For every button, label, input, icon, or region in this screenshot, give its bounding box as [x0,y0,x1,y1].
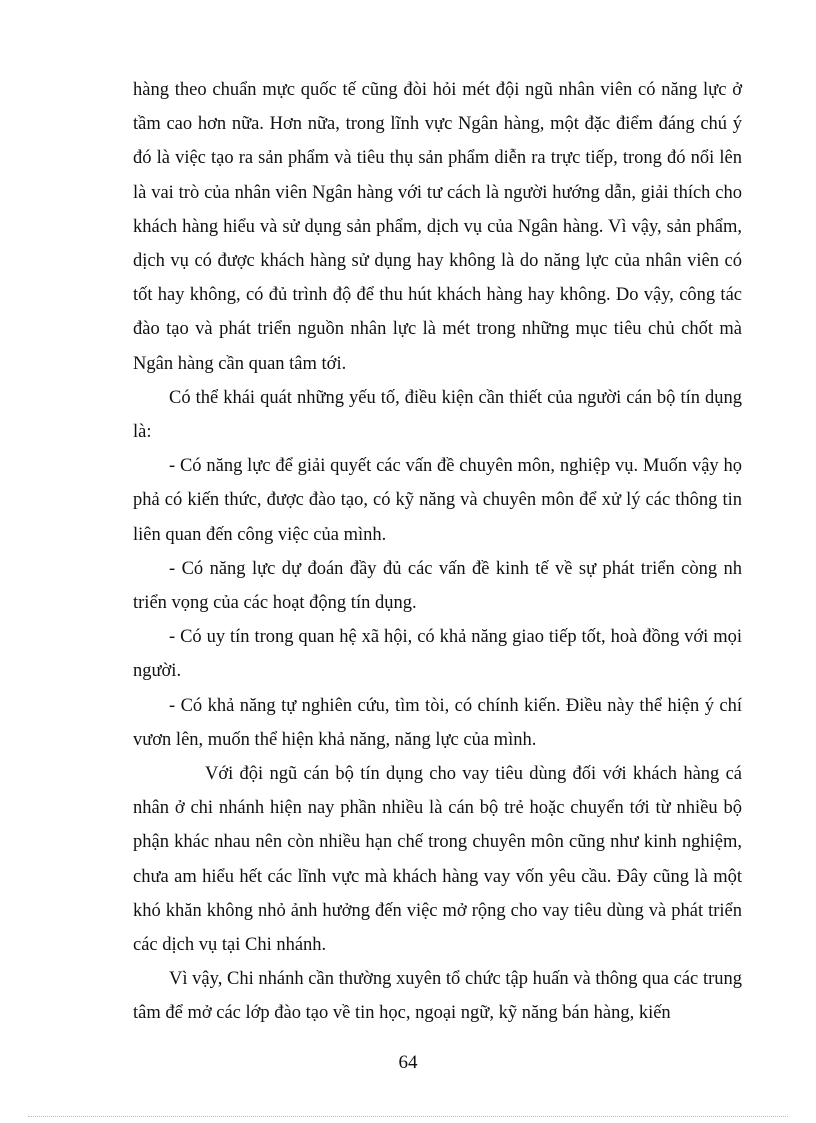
paragraph-continuation: hàng theo chuẩn mực quốc tế cũng đòi hỏi mét đội ngũ nhân viên có năng lực ở tầm cao hơn nữa. Hơn nữa, trong lĩnh vực Ngân hàng, một đặc điểm đáng chú ý đó là việc tạo ra sản phẩm và tiêu thụ sản phẩm diễn ra trực tiếp, trong đó nổi lên là vai trò của nhân viên Ngân hàng với tư cách là người hướng dẫn, giải thích cho khách hàng hiểu và sử dụng sản phẩm, dịch vụ của Ngân hàng. Vì vậy, sản phẩm, dịch vụ có được khách hàng sử dụng hay không là do năng lực của nhân viên có tốt hay không, có đủ trình độ để thu hút khách hàng hay không. Do vậy, công tác đào tạo và phát triển nguồn nhân lực là mét trong những mục tiêu chủ chốt mà Ngân hàng cần quan tâm tới. [133,80,742,374]
bullet-professional-capacity: - Có năng lực để giải quyết các vấn đề chuyên môn, nghiệp vụ. Muốn vậy họ phả có kiến thức, được đào tạo, có kỹ năng và chuyên môn để xử lý các thông tin liên quan đến công việc của mình. [133,456,742,545]
bullet-self-research: - Có khả năng tự nghiên cứu, tìm tòi, có chính kiến. Điều này thể hiện ý chí vươn lên, muốn thể hiện khả năng, năng lực của mình. [133,695,742,750]
body-text [133,73,742,1031]
footer-divider [28,1116,788,1117]
paragraph-criteria-intro: Có thể khái quát những yếu tố, điều kiện cần thiết của người cán bộ tín dụng là: [133,387,742,443]
bullet-social-reputation: - Có uy tín trong quan hệ xã hội, có khả năng giao tiếp tốt, hoà đồng với mọi người. [133,627,742,682]
paragraph-training-recommendation: Vì vậy, Chi nhánh cần thường xuyên tổ chức tập huấn và thông qua các trung tâm để mở các lớp đào tạo về tin học, ngoại ngữ, kỹ năng bán hàng, kiến [133,969,742,1024]
page-number: 64 [398,1052,418,1073]
bullet-forecasting-capacity: - Có năng lực dự đoán đầy đủ các vấn đề kinh tế về sự phát triển còng nh triển vọng của các hoạt động tín dụng. [133,558,742,614]
paragraph-staff-limitations: Với đội ngũ cán bộ tín dụng cho vay tiêu dùng đối với khách hàng cá nhân ở chi nhánh hiện nay phần nhiều là cán bộ trẻ hoặc chuyển tới từ nhiều bộ phận khác nhau nên còn nhiều hạn chế trong chuyên môn cũng như kinh nghiệm, chưa am hiểu hết các lĩnh vực mà khách hàng vay vốn yêu cầu. Đây cũng là một khó khăn không nhỏ ảnh hưởng đến việc mở rộng cho vay tiêu dùng và phát triển các dịch vụ tại Chi nhánh. [133,764,742,956]
